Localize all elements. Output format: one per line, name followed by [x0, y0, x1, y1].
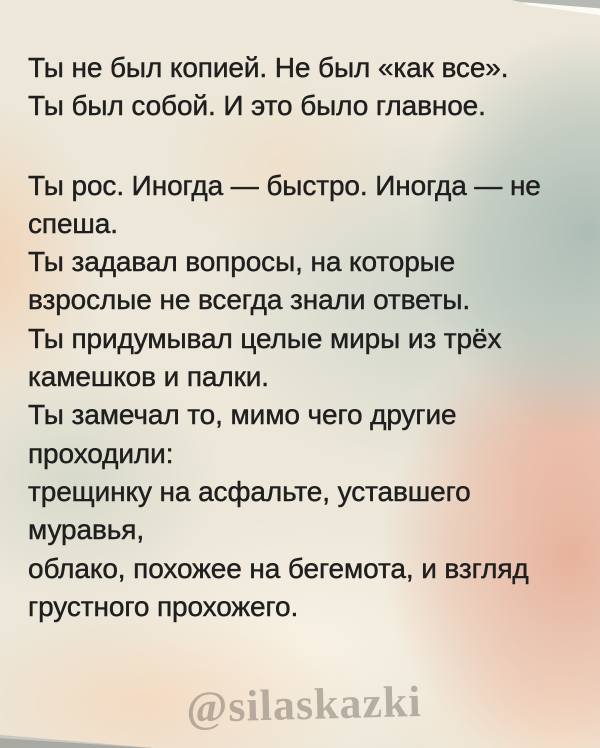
- quote-line: проходили:: [28, 437, 174, 469]
- watermark-handle: @silaskazki: [185, 676, 423, 733]
- paper-edge-highlight: [0, 732, 180, 748]
- quote-line: трещинку на асфальте, уставшего: [28, 475, 471, 507]
- paper-edge-highlight: [430, 0, 600, 26]
- quote-line: облако, похожее на бегемота, и взгляд: [28, 552, 529, 584]
- quote-line: Ты замечал то, мимо чего другие: [28, 399, 457, 431]
- quote-paragraph: [28, 49, 541, 126]
- quote-line: Ты был собой. И это было главное.: [28, 90, 486, 122]
- page-corner-shadow: [430, 0, 600, 26]
- page-corner-shadow: [0, 732, 180, 748]
- quote-line: Ты не был копией. Не был «как все».: [28, 52, 509, 83]
- quote-line: муравья,: [28, 514, 144, 546]
- quote-line: спеша.: [28, 207, 118, 239]
- quote-line: грустного прохожего.: [28, 590, 299, 622]
- quote-paragraph: [28, 167, 541, 627]
- quote-line: Ты задавал вопросы, на которые: [28, 246, 456, 278]
- quote-text: [28, 49, 541, 626]
- quote-line: взрослые не всегда знали ответы.: [28, 284, 471, 316]
- page-corner-bottom-left: [0, 732, 180, 748]
- quote-line: Ты рос. Иногда — быстро. Иногда — не: [28, 169, 541, 201]
- quote-line: Ты придумывал целые миры из трёх: [28, 322, 502, 354]
- page-corner-top-right: [430, 0, 600, 26]
- quote-line: камешков и палки.: [28, 361, 269, 393]
